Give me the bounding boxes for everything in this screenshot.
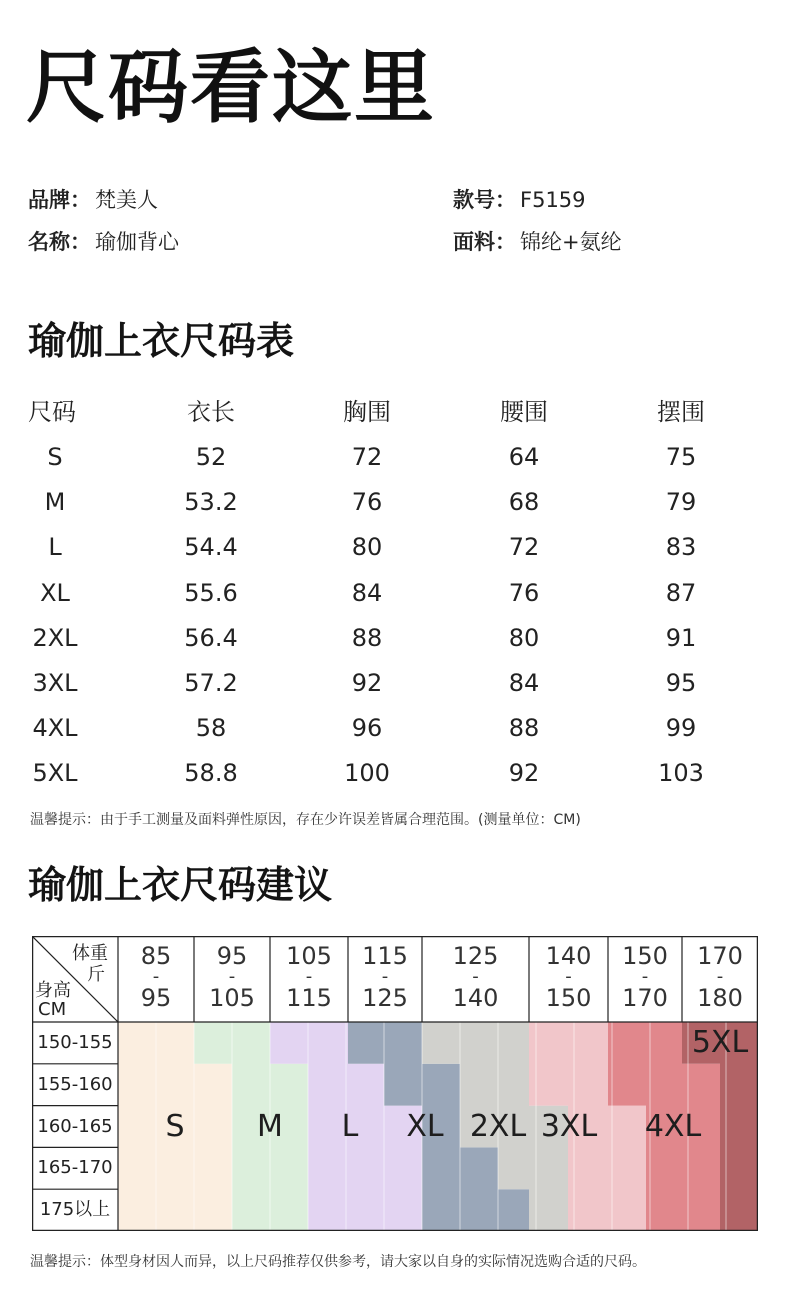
- weight-range-top: 150: [622, 942, 668, 970]
- measure-cell: 88: [508, 714, 540, 743]
- measure-cell: 58.8: [184, 759, 238, 788]
- weight-range-dash: -: [228, 966, 236, 987]
- size-recommend-grid: [32, 936, 758, 1231]
- weight-range-dash: -: [716, 966, 724, 987]
- size-cell: XL: [40, 578, 70, 607]
- table-row: [0, 480, 790, 525]
- weight-range-top: 115: [362, 942, 408, 970]
- weight-range-bot: 170: [622, 984, 668, 1012]
- weight-range-dash: -: [381, 966, 389, 987]
- corner-weight-label: 体重: [72, 943, 108, 964]
- size-label-s: S: [165, 1108, 185, 1144]
- column-header: 腰围: [500, 398, 548, 426]
- brand-value: 梵美人: [95, 188, 158, 212]
- weight-range-bot: 105: [209, 984, 255, 1012]
- weight-range-top: 105: [286, 942, 332, 970]
- column-header: 摆围: [657, 398, 705, 426]
- weight-range-header: [422, 936, 529, 1022]
- table-row: [0, 661, 790, 706]
- fabric-value: 锦纶+氨纶: [520, 230, 622, 254]
- table-row: [0, 525, 790, 570]
- corner-height-label: 身高: [35, 980, 71, 1001]
- weight-range-bot: 150: [545, 984, 592, 1012]
- size-label-m: M: [257, 1108, 283, 1144]
- weight-range-bot: 115: [286, 984, 332, 1012]
- size-label-4xl: 4XL: [644, 1108, 702, 1144]
- weight-range-dash: -: [472, 966, 479, 987]
- weight-range-header: [118, 936, 194, 1022]
- weight-range-top: 125: [452, 942, 499, 970]
- measure-cell: 80: [508, 623, 540, 652]
- measure-cell: 80: [351, 533, 383, 562]
- height-range-label: 150-155: [37, 1032, 113, 1053]
- style-label: 款号：: [453, 188, 516, 212]
- height-range-label: 155-160: [37, 1073, 113, 1095]
- size-chart-title: 瑜伽上衣尺码表: [28, 319, 295, 363]
- size-label-3xl: 3XL: [540, 1108, 598, 1144]
- name-value: 瑜伽背心: [95, 230, 179, 254]
- measure-cell: 72: [508, 533, 540, 562]
- weight-range-bot: 180: [697, 984, 743, 1012]
- size-cell: 4XL: [32, 714, 78, 743]
- style-info: [453, 186, 586, 214]
- name-label: 名称：: [28, 230, 91, 254]
- measure-cell: 53.2: [184, 488, 238, 517]
- fabric-info: [453, 228, 622, 256]
- measure-cell: 76: [508, 578, 540, 607]
- page-title: 尺码看这里: [26, 41, 436, 134]
- size-table-header: [0, 390, 790, 435]
- measure-cell: 72: [351, 443, 383, 471]
- weight-range-header: [348, 936, 422, 1022]
- measure-cell: 76: [351, 488, 383, 517]
- measure-cell: 87: [665, 578, 697, 607]
- weight-range-header: [608, 936, 682, 1022]
- table-row: [0, 616, 790, 661]
- size-cell: 2XL: [32, 623, 78, 652]
- fabric-label: 面料：: [453, 230, 516, 254]
- height-range-label: 160-165: [37, 1115, 113, 1137]
- table-row: [0, 435, 790, 480]
- weight-range-header: [270, 936, 348, 1022]
- weight-range-dash: -: [565, 966, 572, 987]
- weight-range-top: 140: [545, 942, 592, 970]
- measure-cell: 56.4: [184, 623, 238, 652]
- weight-range-bot: 95: [140, 984, 172, 1012]
- measure-cell: 88: [351, 623, 383, 652]
- weight-range-bot: 125: [362, 984, 408, 1012]
- recommend-note: 温馨提示：体型身材因人而异，以上尺码推荐仅供参考，请大家以自身的实际情况选购合适的尺码。: [30, 1254, 646, 1270]
- style-value: F5159: [520, 188, 586, 212]
- size-cell: L: [48, 533, 62, 562]
- measure-cell: 91: [665, 623, 697, 652]
- measure-note: 温馨提示：由于手工测量及面料弹性原因，存在少许误差皆属合理范围。(测量单位：CM): [30, 812, 581, 828]
- size-label-l: L: [341, 1108, 359, 1144]
- column-header: 尺码: [28, 398, 76, 426]
- name-info: [28, 228, 179, 256]
- measure-cell: 58: [195, 714, 227, 743]
- weight-range-top: 95: [216, 942, 248, 970]
- size-label-5xl: 5XL: [691, 1024, 749, 1060]
- size-cell: 5XL: [32, 759, 78, 788]
- size-cell: 3XL: [32, 669, 78, 697]
- measure-cell: 52: [195, 443, 227, 471]
- corner-weight-unit: 斤: [87, 964, 105, 985]
- measure-cell: 100: [344, 759, 390, 788]
- weight-range-dash: -: [152, 966, 160, 987]
- measure-cell: 55.6: [184, 578, 238, 607]
- measure-cell: 96: [351, 714, 383, 743]
- weight-range-dash: -: [305, 966, 313, 987]
- size-label-2xl: 2XL: [469, 1108, 527, 1144]
- measure-cell: 99: [665, 714, 697, 743]
- corner-height-unit: CM: [38, 999, 67, 1020]
- height-range-label: 165-170: [37, 1157, 113, 1179]
- column-header: 衣长: [187, 398, 235, 426]
- measure-cell: 103: [658, 759, 704, 788]
- weight-range-bot: 140: [452, 984, 499, 1012]
- brand-label: 品牌：: [28, 188, 91, 212]
- measure-cell: 54.4: [184, 533, 238, 562]
- size-label-xl: XL: [406, 1108, 444, 1144]
- measure-cell: 79: [665, 488, 697, 517]
- measure-cell: 64: [508, 443, 540, 471]
- measure-cell: 57.2: [184, 669, 238, 697]
- size-cell: S: [47, 443, 63, 471]
- measure-cell: 84: [508, 669, 540, 697]
- table-row: [0, 706, 790, 751]
- measure-cell: 75: [665, 443, 697, 471]
- weight-range-top: 170: [697, 942, 743, 970]
- brand-info: [28, 186, 158, 214]
- measure-cell: 68: [508, 488, 540, 517]
- recommend-title: 瑜伽上衣尺码建议: [28, 863, 333, 907]
- weight-range-header: [682, 936, 758, 1022]
- height-range-label: 175以上: [39, 1199, 111, 1221]
- weight-range-header: [529, 936, 608, 1022]
- measure-cell: 84: [351, 578, 383, 607]
- measure-cell: 92: [508, 759, 540, 788]
- column-header: 胸围: [343, 398, 391, 426]
- measure-cell: 95: [665, 669, 697, 697]
- table-row: [0, 751, 790, 796]
- weight-range-top: 85: [140, 942, 172, 970]
- table-row: [0, 571, 790, 616]
- measure-cell: 83: [665, 533, 697, 562]
- measure-cell: 92: [351, 669, 383, 697]
- weight-range-header: [194, 936, 270, 1022]
- size-cell: M: [44, 488, 66, 517]
- weight-range-dash: -: [641, 966, 649, 987]
